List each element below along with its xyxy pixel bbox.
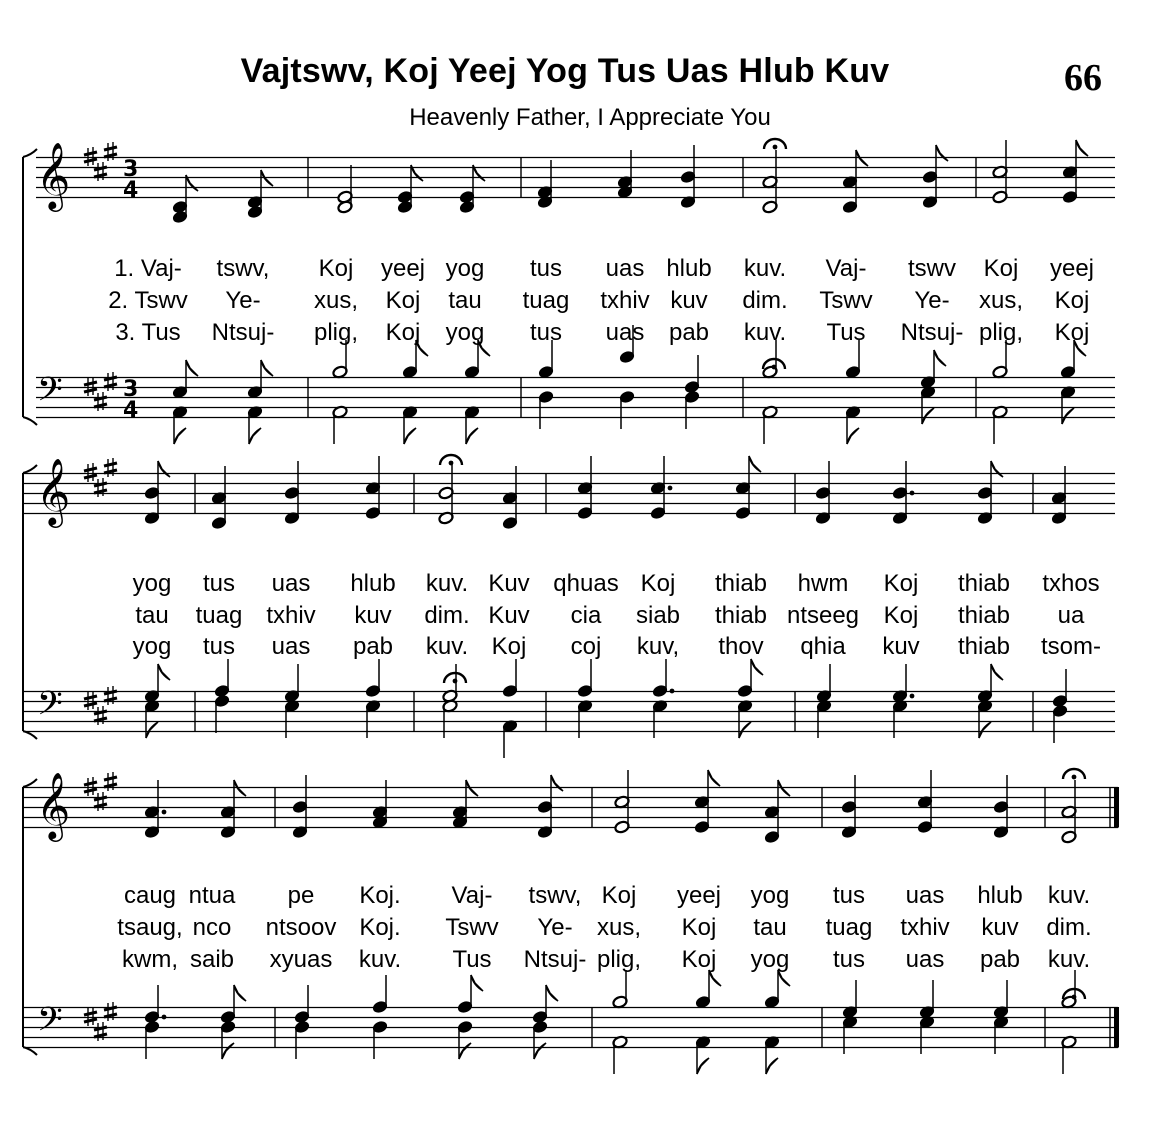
sharp-stroke (104, 784, 117, 787)
lyric-syllable: tau (448, 287, 482, 314)
note-flag (1076, 140, 1088, 156)
lyric-syllable: Tus (452, 946, 492, 973)
note-flag (991, 664, 1003, 680)
lyric-syllable: dim. (742, 287, 788, 314)
sharp-g (104, 686, 117, 705)
lyric-syllable: yog (445, 319, 485, 346)
lyric-syllable: yog (750, 882, 790, 909)
treble-staff (23, 788, 1118, 828)
bracket-hook (23, 417, 37, 425)
sharp-stroke (84, 159, 97, 162)
lyric-syllable: Koj (681, 946, 717, 973)
lyric-syllable: tswv, (216, 255, 270, 282)
sharp-stroke (104, 384, 117, 387)
hymn-title: Vajtswv, Koj Yeej Yog Tus Uas Hlub Kuv (240, 52, 890, 90)
lyric-syllable: Koj (491, 633, 527, 660)
lyric-syllable: ntseeg (786, 602, 860, 629)
lyric-syllable: Koj (883, 602, 919, 629)
sharp-f (84, 777, 97, 796)
lyric-syllable: plig, (978, 319, 1024, 346)
lyric-syllable: nco (192, 914, 232, 941)
lyric-syllable: txhiv (600, 287, 650, 314)
lyric-syllable: Koj (601, 882, 637, 909)
note-flag (404, 428, 416, 444)
lyric-syllable: kwm, (122, 946, 178, 973)
note-flag (922, 408, 934, 424)
lyric-syllable: yeej (676, 882, 722, 909)
lyric-syllable: Koj (1054, 287, 1090, 314)
lyric-syllable: kuv (670, 287, 708, 314)
lyric-syllable: 3. Tus (115, 319, 181, 346)
lyric-syllable: kuv. (425, 633, 469, 660)
lyric-syllable: uas (271, 570, 311, 597)
lyric-syllable: 1. Vaj- (114, 255, 182, 282)
bass-staff (23, 692, 1115, 732)
fermata-dot (1072, 995, 1077, 1000)
sharp-stroke (94, 804, 107, 807)
augmentation-dot (668, 486, 673, 491)
lyric-syllable: Vaj- (451, 882, 493, 909)
lyric-syllable: thiab (714, 602, 768, 629)
note-flag (697, 1058, 709, 1074)
sharp-f (84, 463, 97, 482)
sharp-stroke (94, 1034, 107, 1037)
final-barline-thick (1114, 1007, 1119, 1048)
hymn-number: 66 (1064, 57, 1102, 99)
lyric-syllable: Ntsuj- (211, 319, 275, 346)
sharp-stroke (94, 718, 107, 721)
note-flag (459, 1043, 471, 1059)
lyric-syllable: Ye- (225, 287, 261, 314)
bass-staff (36, 378, 1115, 418)
sharp-stroke (84, 389, 97, 392)
note-flag (186, 360, 198, 376)
note-flag (751, 659, 763, 675)
lyric-syllable: Koj. (359, 882, 401, 909)
time-signature-top: 3 (123, 377, 139, 402)
augmentation-dot (910, 491, 915, 496)
lyric-syllable: yog (132, 570, 172, 597)
treble-staff (23, 474, 1115, 514)
lyric-syllable: Vaj- (825, 255, 867, 282)
sharp-stroke (104, 698, 117, 701)
lyric-syllable: hlub (977, 882, 1023, 909)
augmentation-dot (670, 689, 675, 694)
lyric-syllable: xyuas (269, 946, 333, 973)
lyric-syllable: Ye- (537, 914, 573, 941)
sharp-stroke (84, 468, 97, 471)
bracket-hook (23, 731, 37, 739)
lyric-syllable: plig, (313, 319, 359, 346)
sharp-stroke (84, 703, 97, 706)
note-flag (739, 722, 751, 738)
lyric-syllable: Koj (640, 570, 676, 597)
lyric-syllable: uas (905, 946, 945, 973)
lyric-syllable: txhiv (266, 602, 316, 629)
lyric-syllable: tus (529, 255, 563, 282)
lyric-syllable: siab (635, 602, 681, 629)
bracket-hook (23, 1047, 37, 1055)
lyric-syllable: Koj (983, 255, 1019, 282)
sharp-g (104, 772, 117, 791)
lyric-syllable: kuv (354, 602, 392, 629)
lyric-syllable: Koj (1054, 319, 1090, 346)
fermata-dot (453, 679, 458, 684)
note-flag (261, 360, 273, 376)
lyric-syllable: hlub (666, 255, 712, 282)
lyric-syllable: tuag (195, 602, 243, 629)
lyric-syllable: Koj. (359, 914, 401, 941)
note-flag (551, 775, 563, 791)
sharp-stroke (104, 470, 117, 473)
sharp-stroke (94, 490, 107, 493)
note-flag (471, 975, 483, 991)
note-flag (1062, 408, 1074, 424)
lyric-syllable: caug (123, 882, 177, 909)
lyric-syllable: thov (718, 633, 764, 660)
lyric-syllable: Koj (385, 319, 421, 346)
note-flag (979, 722, 991, 738)
lyric-syllable: thiab (957, 633, 1011, 660)
note-flag (936, 145, 948, 161)
augmentation-dot (162, 810, 167, 815)
lyric-syllable: thiab (957, 602, 1011, 629)
lyric-syllable: Koj (318, 255, 354, 282)
lyric-syllable: 2. Tswv (108, 287, 188, 314)
lyric-syllable: thiab (714, 570, 768, 597)
lyric-syllable: uas (605, 319, 645, 346)
sharp-f (84, 377, 97, 396)
lyric-syllable: Ye- (914, 287, 950, 314)
sharp-g (104, 1002, 117, 1021)
lyric-syllable: coj (570, 633, 602, 660)
lyric-syllable: kuv. (425, 570, 469, 597)
lyric-syllable: tsaug, (117, 914, 183, 941)
augmentation-dot (162, 1015, 167, 1020)
sharp-c (94, 792, 107, 811)
bracket-hook (23, 149, 37, 157)
lyric-syllable: kuv. (358, 946, 402, 973)
note-flag (222, 1043, 234, 1059)
time-signature-bottom: 4 (123, 178, 139, 203)
lyric-syllable: Koj (681, 914, 717, 941)
sharp-stroke (104, 154, 117, 157)
lyric-syllable: tus (202, 633, 236, 660)
sharp-stroke (84, 1019, 97, 1022)
lyric-syllable: yog (132, 633, 172, 660)
lyric-syllable: xus, (313, 287, 359, 314)
treble-clef-icon: 𝄞 (36, 457, 71, 525)
lyric-syllable: kuv (981, 914, 1019, 941)
time-signature-bottom: 4 (123, 398, 139, 423)
lyric-syllable: tau (135, 602, 169, 629)
sharp-f (84, 691, 97, 710)
note-flag (249, 428, 261, 444)
lyric-syllable: Kuv (488, 570, 530, 597)
lyric-syllable: thiab (957, 570, 1011, 597)
lyric-syllable: qhuas (553, 570, 619, 597)
lyric-syllable: cia (570, 602, 602, 629)
sharp-stroke (84, 1012, 97, 1015)
sharp-stroke (84, 789, 97, 792)
sharp-f (84, 1007, 97, 1026)
fermata-dot (772, 365, 777, 370)
bass-clef-icon: 𝄢 (37, 1001, 63, 1047)
lyric-syllable: txhiv (900, 914, 950, 941)
fermata-dot (449, 461, 454, 466)
sharp-stroke (84, 782, 97, 785)
sharp-stroke (94, 404, 107, 407)
note-flag (234, 985, 246, 1001)
treble-clef-icon: 𝄞 (36, 141, 71, 209)
lyric-syllable: pab (979, 946, 1021, 973)
sharp-c (94, 706, 107, 725)
lyric-syllable: kuv. (743, 255, 787, 282)
sharp-stroke (104, 463, 117, 466)
lyric-syllable: txhos (1042, 570, 1100, 597)
sharp-f (84, 147, 97, 166)
note-flag (146, 722, 158, 738)
lyric-syllable: dim. (1046, 914, 1092, 941)
bass-clef-icon: 𝄢 (37, 371, 63, 417)
sharp-stroke (84, 152, 97, 155)
note-flag (708, 770, 720, 786)
note-flag (534, 1043, 546, 1059)
lyric-syllable: kuv. (1047, 946, 1091, 973)
lyric-syllable: tau (753, 914, 787, 941)
lyric-syllable: hlub (350, 570, 396, 597)
lyric-syllable: pe (287, 882, 315, 909)
lyric-syllable: ntua (188, 882, 236, 909)
lyric-syllable: tus (202, 570, 236, 597)
sharp-stroke (104, 1014, 117, 1017)
note-flag (174, 428, 186, 444)
lyric-syllable: tsom- (1041, 633, 1101, 660)
lyric-syllable: Tswv (819, 287, 873, 314)
lyric-syllable: pab (668, 319, 710, 346)
lyric-syllable: Tswv (445, 914, 499, 941)
bass-staff (23, 1008, 1118, 1048)
lyric-syllable: pab (352, 633, 394, 660)
lyric-syllable: yeej (380, 255, 426, 282)
sharp-stroke (94, 174, 107, 177)
treble-clef-icon: 𝄞 (36, 771, 71, 839)
augmentation-dot (910, 694, 915, 699)
lyric-syllable: ntsoov (265, 914, 337, 941)
lyric-syllable: tuag (825, 914, 873, 941)
bracket-hook (23, 779, 37, 787)
lyric-syllable: Tus (826, 319, 866, 346)
treble-staff (36, 158, 1115, 198)
lyric-syllable: kuv, (636, 633, 680, 660)
note-flag (158, 461, 170, 477)
bass-clef-icon: 𝄢 (37, 685, 63, 731)
lyric-syllable: Ntsuj- (523, 946, 587, 973)
note-flag (466, 428, 478, 444)
lyric-syllable: tus (529, 319, 563, 346)
note-flag (546, 985, 558, 1001)
fermata-dot (1072, 775, 1077, 780)
lyric-syllable: uas (605, 255, 645, 282)
lyric-syllable: tuag (522, 287, 570, 314)
lyric-syllable: uas (271, 633, 311, 660)
sharp-stroke (84, 382, 97, 385)
note-flag (749, 456, 761, 472)
note-flag (991, 461, 1003, 477)
lyric-syllable: qhia (800, 633, 846, 660)
time-signature-top: 3 (123, 157, 139, 182)
lyric-syllable: tswv (908, 255, 956, 282)
sharp-stroke (84, 475, 97, 478)
lyric-syllable: uas (905, 882, 945, 909)
lyric-syllable: Koj (385, 287, 421, 314)
lyric-syllable: xus, (978, 287, 1024, 314)
lyric-syllable: Kuv (488, 602, 530, 629)
note-flag (766, 1058, 778, 1074)
lyric-syllable: plig, (596, 946, 642, 973)
lyric-syllable: tus (832, 882, 866, 909)
sharp-stroke (104, 147, 117, 150)
lyric-syllable: Ntsuj- (900, 319, 964, 346)
lyric-syllable: hwm (797, 570, 849, 597)
lyric-syllable: xus, (596, 914, 642, 941)
sharp-stroke (84, 696, 97, 699)
lyric-syllable: tus (832, 946, 866, 973)
lyric-syllable: kuv (882, 633, 920, 660)
lyric-syllable: kuv. (743, 319, 787, 346)
lyric-syllable: Koj (883, 570, 919, 597)
lyric-syllable: ua (1057, 602, 1085, 629)
lyric-syllable: saib (189, 946, 235, 973)
bracket-hook (23, 465, 37, 473)
lyric-syllable: yog (750, 946, 790, 973)
lyric-syllable: yeej (1049, 255, 1095, 282)
final-barline-thick (1114, 787, 1119, 828)
lyric-syllable: kuv. (1047, 882, 1091, 909)
hymn-subtitle: Heavenly Father, I Appreciate You (409, 104, 771, 131)
note-flag (847, 428, 859, 444)
fermata-dot (773, 145, 778, 150)
note-flag (158, 664, 170, 680)
note-flag (934, 350, 946, 366)
lyric-syllable: dim. (424, 602, 470, 629)
lyric-syllable: tswv, (528, 882, 582, 909)
lyric-syllable: yog (445, 255, 485, 282)
sharp-stroke (104, 777, 117, 780)
